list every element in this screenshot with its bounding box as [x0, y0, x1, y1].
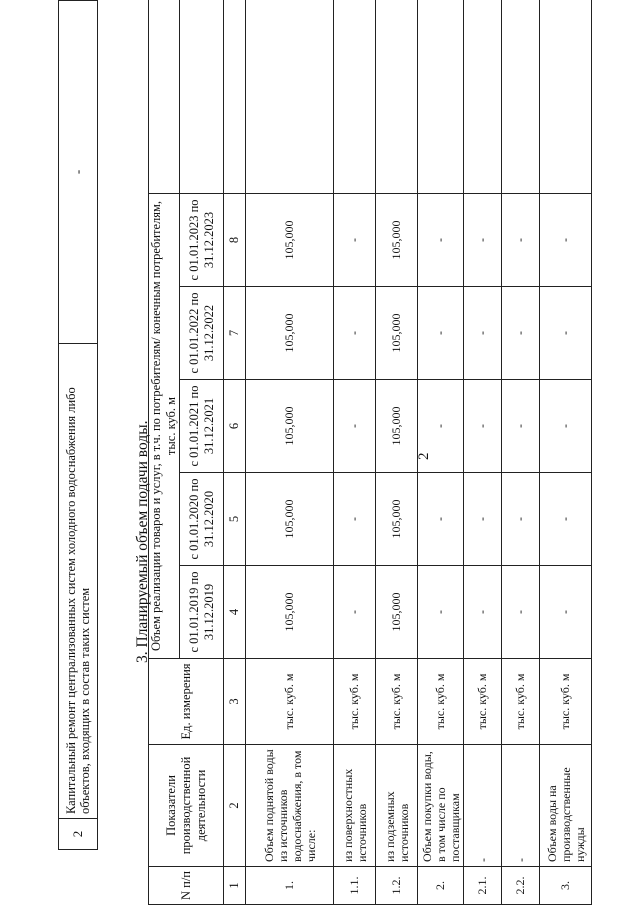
row-value: 105,000	[376, 566, 418, 659]
header-period: с 01.01.2023 по 31.12.2023	[180, 193, 224, 286]
row-indicator: из подземных источников	[376, 745, 418, 867]
row-number: 1.2.	[376, 867, 418, 905]
row-number: 3.	[540, 867, 592, 905]
header-unit: Ед. измерения	[149, 659, 224, 745]
row-unit: тыс. куб. м	[502, 659, 540, 745]
row-unit: тыс. куб. м	[246, 659, 334, 745]
index-cell: 8	[224, 193, 246, 286]
row-value: -	[540, 566, 592, 659]
row-indicator: Объем поднятой воды из источников водоснабжения, в том числе:	[246, 745, 334, 867]
section-title: 3. Планируемый объем подачи воды.	[134, 420, 151, 663]
table-row	[59, 1, 98, 850]
row-value: 105,000	[246, 287, 334, 380]
table-row	[540, 0, 592, 905]
index-cell: 7	[224, 287, 246, 380]
capital-repair-table	[58, 0, 98, 850]
row-value: -	[502, 193, 540, 286]
row-value: -	[464, 193, 502, 286]
header-indicator: Показатели производственной деятельности	[149, 745, 224, 867]
row-value: -	[334, 287, 376, 380]
table-row	[464, 0, 502, 905]
row-value: -	[334, 380, 376, 473]
header-period: с 01.01.2020 по 31.12.2020	[180, 473, 224, 566]
index-row	[224, 0, 246, 905]
index-cell: 3	[224, 659, 246, 745]
row-value: 105,000	[376, 380, 418, 473]
row-blank	[502, 0, 540, 193]
row-unit: тыс. куб. м	[376, 659, 418, 745]
row-unit: тыс. куб. м	[418, 659, 464, 745]
index-cell: 4	[224, 566, 246, 659]
index-blank	[224, 0, 246, 193]
row-number: 1.1.	[334, 867, 376, 905]
row-value: 105,000	[246, 380, 334, 473]
row-value: 105,000	[246, 566, 334, 659]
header-n: N п/п	[149, 867, 224, 905]
index-cell: 2	[224, 745, 246, 867]
row-value: -	[502, 566, 540, 659]
header-period: с 01.01.2022 по 31.12.2022	[180, 287, 224, 380]
row-value: -	[334, 566, 376, 659]
row-value: 105,000	[246, 473, 334, 566]
table-row	[334, 0, 376, 905]
row-blank	[540, 0, 592, 193]
row-value: -	[540, 287, 592, 380]
row-value: -	[418, 287, 464, 380]
row-value: 105,000	[376, 473, 418, 566]
row-value: -	[464, 566, 502, 659]
row-value: -	[540, 380, 592, 473]
row-value: -	[418, 380, 464, 473]
table-row	[502, 0, 540, 905]
row-blank	[376, 0, 418, 193]
row-indicator: -	[502, 745, 540, 867]
item-value: -	[59, 1, 98, 344]
row-blank	[464, 0, 502, 193]
header-row-1	[149, 0, 180, 905]
row-value: -	[418, 566, 464, 659]
item-number: 2	[59, 819, 98, 850]
row-number: 2.2.	[502, 867, 540, 905]
row-value: -	[464, 380, 502, 473]
row-indicator: Объем воды на производственные нужды	[540, 745, 592, 867]
table-row	[246, 0, 334, 905]
table-row	[376, 0, 418, 905]
row-blank	[418, 0, 464, 193]
index-cell: 5	[224, 473, 246, 566]
row-indicator: Объем покупки воды, в том числе по поставщикам	[418, 745, 464, 867]
row-indicator: из поверхностных источников	[334, 745, 376, 867]
row-value: -	[540, 473, 592, 566]
row-unit: тыс. куб. м	[464, 659, 502, 745]
row-number: 1.	[246, 867, 334, 905]
row-blank	[246, 0, 334, 193]
row-value: -	[464, 473, 502, 566]
row-value: -	[334, 473, 376, 566]
index-cell: 1	[224, 867, 246, 905]
page-number: 2	[416, 452, 432, 460]
row-value: -	[540, 193, 592, 286]
item-description: Капитальный ремонт централизованных систем холодного водоснабжения либо объектов, входящих в состав таких систем	[59, 344, 98, 819]
row-value: -	[464, 287, 502, 380]
row-value: 105,000	[376, 193, 418, 286]
data-rows	[246, 0, 592, 905]
row-unit: тыс. куб. м	[334, 659, 376, 745]
row-value: 105,000	[376, 287, 418, 380]
header-period: с 01.01.2021 по 31.12.2021	[180, 380, 224, 473]
header-blank	[180, 0, 224, 193]
row-value: -	[502, 287, 540, 380]
row-value: -	[502, 473, 540, 566]
row-value: -	[418, 193, 464, 286]
water-supply-table	[148, 0, 592, 905]
header-group: Объем реализации товаров и услуг, в т.ч. по потребителям/ конечным потребителям, тыс. куб. м	[149, 193, 180, 658]
header-period: с 01.01.2019 по 31.12.2019	[180, 566, 224, 659]
row-number: 2.1.	[464, 867, 502, 905]
row-value: -	[502, 380, 540, 473]
row-value: -	[418, 473, 464, 566]
row-value: 105,000	[246, 193, 334, 286]
row-unit: тыс. куб. м	[540, 659, 592, 745]
index-cell: 6	[224, 380, 246, 473]
row-indicator: -	[464, 745, 502, 867]
header-blank	[149, 0, 180, 193]
row-value: -	[334, 193, 376, 286]
row-blank	[334, 0, 376, 193]
row-number: 2.	[418, 867, 464, 905]
table-row	[418, 0, 464, 905]
